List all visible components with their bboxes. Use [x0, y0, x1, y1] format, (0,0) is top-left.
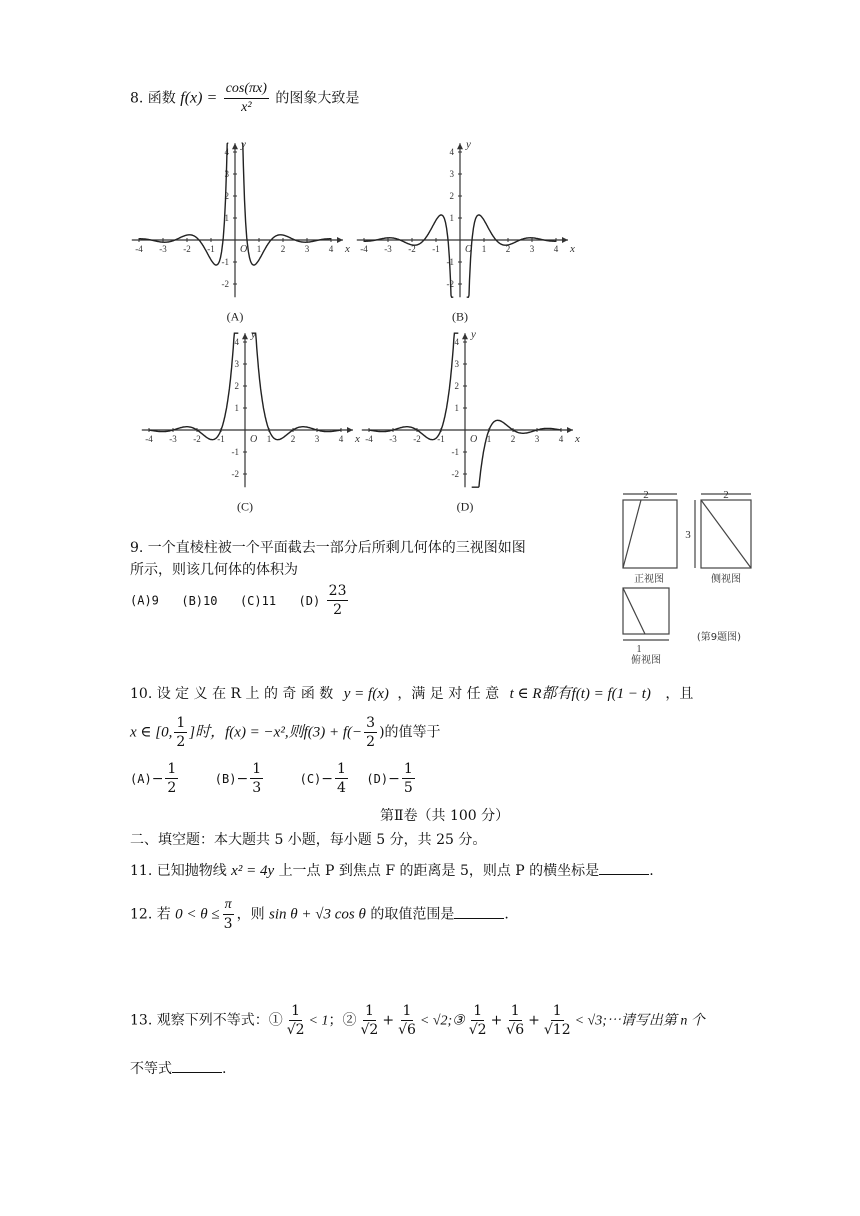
- q12-fraction: [222, 896, 235, 933]
- y-tick-label: 2: [449, 191, 454, 201]
- side-dim-label: 2: [723, 489, 729, 501]
- q13-plus1: +: [382, 1012, 395, 1029]
- q9-d-den: 2: [333, 602, 343, 618]
- y-tick-label: -1: [221, 257, 229, 267]
- q13-plus3: +: [528, 1012, 540, 1029]
- y-arrow: [242, 333, 248, 339]
- q13-f5: [504, 1002, 526, 1039]
- x-tick-label: -4: [360, 244, 368, 254]
- q10-b-label: (B): [214, 771, 237, 786]
- y-axis-label: y: [471, 328, 476, 341]
- y-tick-label: 1: [224, 213, 229, 223]
- graph-label: (A): [226, 309, 244, 324]
- q9-line1: 9. 一个直棱柱被一个平面截去一部分后所剩几何体的三视图如图: [130, 540, 526, 556]
- q10-b-num: 1: [252, 761, 262, 777]
- y-tick-label: 4: [454, 337, 459, 347]
- x-tick-label: 3: [314, 434, 320, 444]
- q8-numerator: cos(πx): [224, 80, 269, 99]
- q10-text-a: 10. 设 定 义 在 R 上 的 奇 函 数: [130, 686, 334, 702]
- q9-three-views: [615, 488, 775, 666]
- q10-d-num: 1: [403, 761, 413, 777]
- q12: [130, 896, 509, 933]
- q13-text-a: 13. 观察下列不等式：①: [130, 1012, 283, 1029]
- y-arrow: [457, 143, 463, 149]
- top-view-rect: [623, 588, 669, 634]
- graph-d: [362, 329, 580, 514]
- x-tick-label: -1: [437, 434, 445, 444]
- y-tick-label: 2: [454, 381, 459, 391]
- q12-end: .: [504, 906, 509, 923]
- x-tick-label: 2: [505, 244, 511, 254]
- graph-label: (D): [456, 499, 474, 514]
- y-tick-label: -2: [451, 469, 459, 479]
- q10-line1: [130, 684, 693, 704]
- y-tick-label: 1: [234, 403, 239, 413]
- origin-label: O: [465, 244, 473, 255]
- curve-branch-left: [369, 333, 458, 440]
- x-tick-label: 2: [290, 434, 296, 444]
- top-dim-label: 1: [636, 644, 642, 655]
- q13-ineq1: < 1: [308, 1013, 329, 1029]
- q10-a-label: (A): [130, 771, 152, 786]
- q13-f3: [396, 1002, 418, 1039]
- x-tick-label: -3: [169, 434, 177, 444]
- graph-c: [142, 329, 360, 514]
- side-view-label: 侧视图: [711, 574, 741, 585]
- q13-f2: [359, 1002, 381, 1039]
- q10-d-label: (D): [366, 771, 389, 786]
- q12-text-c: 的取值范围是: [370, 906, 455, 923]
- q13-f6: [542, 1002, 573, 1039]
- curve-branch-right: [467, 215, 556, 297]
- q12-text-a: 12. 若: [130, 906, 171, 923]
- graph-b: [357, 139, 575, 324]
- x-tick-label: 3: [529, 244, 535, 254]
- x-tick-label: -1: [207, 244, 215, 254]
- x-tick-label: -1: [432, 244, 440, 254]
- q10-option-a: [130, 761, 180, 796]
- y-arrow: [232, 143, 238, 149]
- q10-option-d: [366, 761, 416, 796]
- q13-f2-den: √2: [360, 1022, 379, 1038]
- y-tick-label: 2: [224, 191, 229, 201]
- y-axis-label: y: [466, 138, 471, 151]
- q11-formula: x² = 4y: [231, 863, 275, 879]
- height-dim-label: 3: [685, 529, 691, 541]
- y-tick-label: 3: [234, 359, 239, 369]
- q10-options: [130, 760, 417, 797]
- x-tick-label: -2: [193, 434, 201, 444]
- q12-answer-blank[interactable]: [454, 904, 504, 919]
- front-view-label: 正视图: [634, 574, 664, 585]
- x-tick-label: 1: [486, 434, 492, 444]
- y-tick-label: 3: [454, 359, 459, 369]
- origin-label: O: [470, 434, 478, 445]
- q11: [130, 860, 654, 881]
- x-tick-label: 4: [328, 244, 334, 254]
- x-tick-label: -2: [408, 244, 416, 254]
- front-view-diagonal: [623, 500, 641, 568]
- q10-expr: ]时，f(x) = −x²,则f(3) + f(−: [189, 724, 363, 741]
- q10-half-den: 2: [176, 734, 186, 750]
- y-tick-label: 2: [234, 381, 239, 391]
- curve-branch-right: [242, 143, 331, 265]
- y-arrow: [462, 333, 468, 339]
- part2-title: 第Ⅱ卷（共 100 分）: [380, 808, 510, 824]
- q10-th-num: 3: [366, 715, 376, 731]
- graph-a: [132, 139, 350, 324]
- q10-a-sign: −: [151, 770, 164, 787]
- q8-fraction: [224, 80, 269, 117]
- q10-a-num: 1: [167, 761, 177, 777]
- q10-text-e: ，且: [665, 686, 694, 702]
- q8-denominator: x²: [241, 100, 252, 115]
- q9-option-a: (A)9: [130, 593, 159, 608]
- q8-prefix: 8. 函数: [130, 90, 176, 107]
- q13-f6-den: √12: [543, 1022, 571, 1038]
- origin-label: O: [250, 434, 258, 445]
- q13-f6-num: 1: [552, 1003, 562, 1019]
- x-tick-label: -2: [413, 434, 421, 444]
- top-view-label: 俯视图: [631, 655, 661, 666]
- x-tick-label: 1: [266, 434, 272, 444]
- x-tick-label: 3: [534, 434, 540, 444]
- q11-end: .: [649, 863, 654, 879]
- q13-f1-num: 1: [291, 1003, 301, 1019]
- q11-answer-blank[interactable]: [599, 860, 649, 875]
- x-axis-label: x: [345, 243, 350, 255]
- q9-line2: 所示，则该几何体的体积为: [130, 562, 298, 578]
- q10-c-label: (C): [299, 771, 322, 786]
- q12-expr: sin θ + √3 cos θ: [269, 906, 366, 923]
- graph-label: (B): [452, 309, 468, 324]
- q9-options: [130, 582, 350, 619]
- x-axis-label: x: [570, 243, 575, 255]
- q13-f1-den: √2: [286, 1022, 305, 1038]
- top-view-diagonal: [623, 588, 645, 634]
- x-tick-label: 4: [553, 244, 559, 254]
- side-view-diagonal: [701, 500, 751, 568]
- q13-f1: [285, 1002, 307, 1039]
- y-axis-label: y: [251, 328, 256, 341]
- q12-den: 3: [223, 916, 233, 932]
- x-axis-label: x: [575, 433, 580, 445]
- q13-f3-den: √6: [398, 1022, 416, 1038]
- y-axis-label: y: [241, 138, 246, 151]
- x-axis-label: x: [355, 433, 360, 445]
- x-tick-label: -1: [217, 434, 225, 444]
- y-tick-label: 4: [224, 147, 229, 157]
- q13-f2-num: 1: [364, 1003, 374, 1019]
- q13-answer-blank[interactable]: [172, 1058, 222, 1073]
- x-tick-label: 4: [558, 434, 564, 444]
- y-tick-label: 4: [234, 337, 239, 347]
- x-tick-label: 3: [304, 244, 310, 254]
- x-tick-label: 2: [280, 244, 286, 254]
- q10-c-den: 4: [337, 780, 346, 796]
- q13-f4-den: √2: [468, 1022, 487, 1038]
- q13-f5-den: √6: [506, 1022, 525, 1038]
- x-tick-label: -4: [365, 434, 373, 444]
- x-tick-label: 2: [510, 434, 516, 444]
- q10-option-b: [214, 761, 265, 796]
- q10-option-c: [299, 761, 350, 796]
- q13-ineq2: < √2;③: [419, 1013, 465, 1029]
- x-tick-label: 1: [481, 244, 487, 254]
- front-dim-label: 2: [643, 489, 649, 501]
- q10-interval: x ∈ [0,: [130, 724, 173, 741]
- x-tick-label: 4: [338, 434, 344, 444]
- q10-b-sign: −: [236, 770, 249, 787]
- q10-end: )的值等于: [379, 724, 441, 741]
- q9-option-c: (C)11: [239, 593, 277, 608]
- y-tick-label: -1: [451, 447, 459, 457]
- q13-line1: [130, 1002, 705, 1039]
- q10-text-c: ，满 足 对 任 意: [397, 686, 500, 702]
- q8-func: f(x) =: [180, 89, 218, 107]
- y-tick-label: -1: [231, 447, 239, 457]
- x-tick-label: 1: [256, 244, 262, 254]
- q13-f5-num: 1: [510, 1003, 520, 1019]
- q9-option-b: (B)10: [181, 593, 218, 608]
- x-arrow: [347, 427, 353, 433]
- x-tick-label: -3: [389, 434, 397, 444]
- q13-f4-num: 1: [473, 1003, 483, 1019]
- q10-c-sign: −: [321, 770, 334, 787]
- x-arrow: [567, 427, 573, 433]
- y-tick-label: -2: [446, 279, 454, 289]
- y-tick-label: 1: [449, 213, 454, 223]
- q10-c-num: 1: [337, 761, 346, 777]
- x-tick-label: -2: [183, 244, 191, 254]
- q8-stem: [130, 80, 359, 117]
- q10-b-den: 3: [252, 780, 262, 796]
- q10-a-den: 2: [167, 780, 177, 796]
- q10-line2: [130, 714, 441, 751]
- q13-plus2: +: [490, 1012, 503, 1029]
- q13-ineq3: < √3;⋯请写出第 n 个: [574, 1013, 705, 1029]
- q13-end: .: [222, 1061, 227, 1077]
- y-tick-label: 4: [449, 147, 454, 157]
- y-tick-label: -2: [231, 469, 239, 479]
- q10-half-num: 1: [176, 715, 186, 731]
- q9-d-num: 23: [328, 583, 347, 599]
- curve-branch-left: [364, 215, 453, 297]
- x-arrow: [562, 237, 568, 243]
- x-arrow: [337, 237, 343, 243]
- origin-label: O: [240, 244, 248, 255]
- q10-d-sign: −: [388, 770, 400, 787]
- q13-f4: [467, 1002, 489, 1039]
- x-tick-label: -3: [384, 244, 392, 254]
- q10-func: y = f(x): [343, 686, 389, 702]
- x-tick-label: -4: [145, 434, 153, 444]
- y-tick-label: -1: [446, 257, 454, 267]
- q13-line2: [130, 1058, 226, 1079]
- curve-branch-left: [149, 333, 238, 440]
- curve-branch-right: [252, 333, 341, 440]
- q9-option-d: (D): [298, 593, 321, 608]
- q13-f3-num: 1: [402, 1003, 412, 1019]
- section-heading: 二、填空题：本大题共 5 小题，每小题 5 分，共 25 分。: [130, 832, 487, 848]
- q11-text-a: 11. 已知抛物线: [130, 863, 227, 879]
- q10-half: [174, 714, 187, 751]
- y-tick-label: 1: [454, 403, 459, 413]
- y-tick-label: 3: [449, 169, 454, 179]
- q8-graphs: [135, 130, 580, 514]
- figure-caption: (第9题图): [696, 632, 742, 643]
- x-tick-label: -3: [159, 244, 167, 254]
- q13-line2-text: 不等式: [130, 1061, 172, 1077]
- q10-th-den: 2: [366, 734, 376, 750]
- q9-option-d-fraction: [327, 582, 349, 619]
- q10-three-halves: [364, 714, 377, 751]
- x-tick-label: -4: [135, 244, 143, 254]
- front-view-rect: [623, 500, 677, 568]
- graph-label: (C): [237, 499, 253, 514]
- q12-text-b: ，则: [236, 906, 265, 923]
- y-tick-label: 3: [224, 169, 229, 179]
- q11-text-b: 上一点 P 到焦点 F 的距离是 5，则点 P 的横坐标是: [278, 863, 600, 879]
- q8-suffix: 的图象大致是: [275, 90, 360, 107]
- y-tick-label: -2: [221, 279, 229, 289]
- q10-condition: t ∈ R都有f(t) = f(1 − t): [509, 686, 651, 702]
- q10-d-den: 5: [403, 780, 413, 796]
- q12-ineq: 0 < θ ≤: [175, 906, 220, 923]
- q13-sep1: ；②: [328, 1012, 357, 1029]
- q12-num: π: [223, 896, 234, 915]
